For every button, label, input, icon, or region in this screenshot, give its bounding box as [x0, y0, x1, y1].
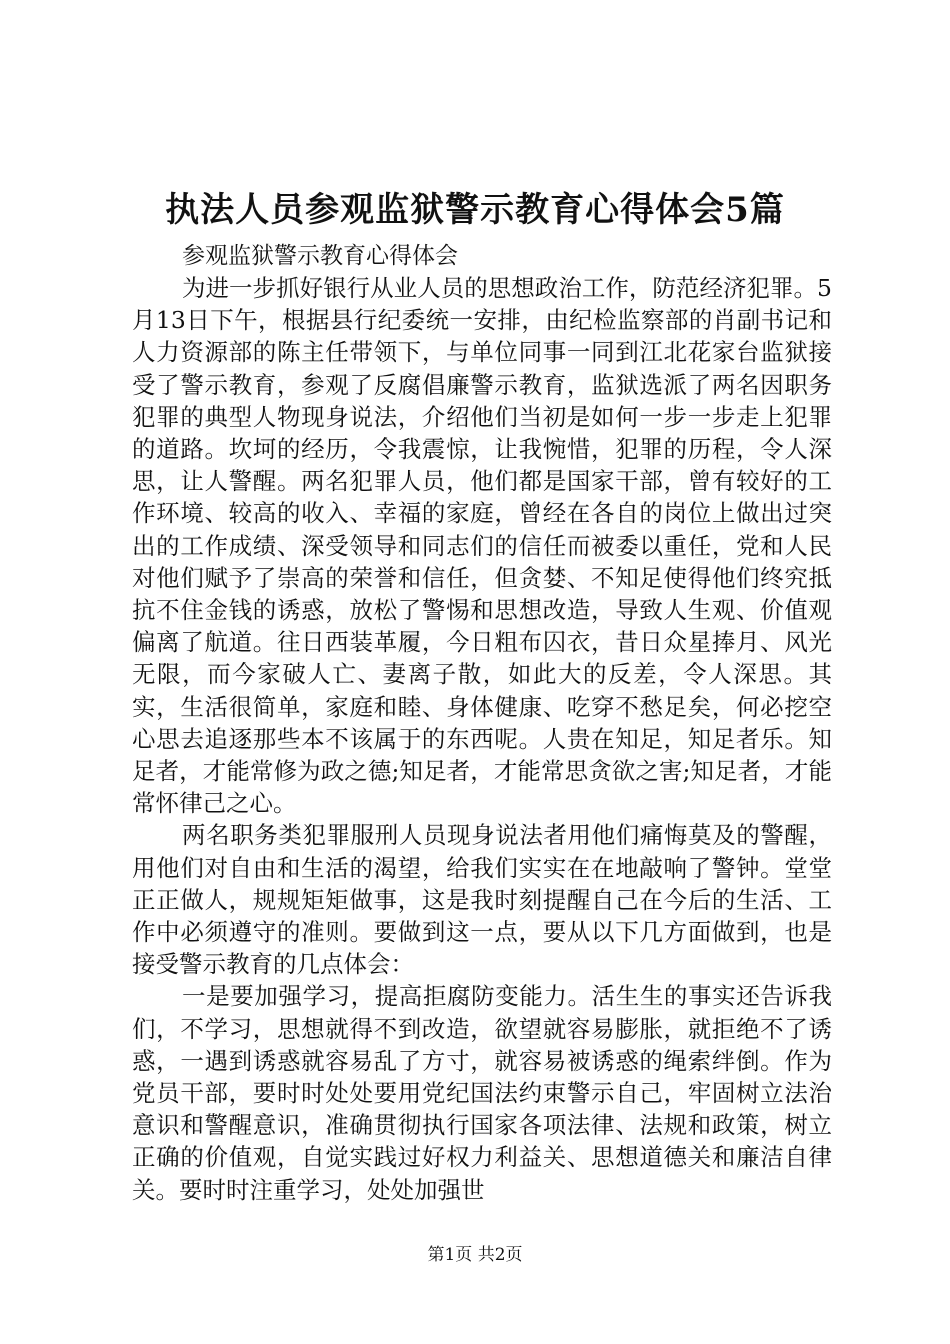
paragraph: 为进一步抓好银行从业人员的思想政治工作，防范经济犯罪。5月13日下午，根据县行纪委统一安排，由纪检监察部的肖副书记和人力资源部的陈主任带领下，与单位同事一同到江北花家台监狱接受了警示教育，参观了反腐倡廉警示教育，监狱选派了两名因职务犯罪的典型人物现身说法，介绍他们当初是如何一步一步走上犯罪的道路。坎坷的经历，令我震惊，让我惋惜，犯罪的历程，令人深思，让人警醒。两名犯罪人员，他们都是国家干部，曾有较好的工作环境、较高的收入、幸福的家庭，曾经在各自的岗位上做出过突出的工作成绩、深受领导和同志们的信任而被委以重任，党和人民对他们赋予了崇高的荣誉和信任，但贪婪、不知足使得他们终究抵抗不住金钱的诱惑，放松了警惕和思想改造，导致人生观、价值观偏离了航道。往日西装革履，今日粗布囚衣，昔日众星捧月、风光无限，而今家破人亡、妻离子散，如此大的反差，令人深思。其实，生活很简单，家庭和睦、身体健康、吃穿不愁足矣，何必挖空心思去追逐那些本不该属于的东西呢。人贵在知足，知足者乐。知足者，才能常修为政之德;知足者，才能常思贪欲之害;知足者，才能常怀律己之心。: [132, 274, 832, 818]
document-title: 执法人员参观监狱警示教育心得体会5篇: [165, 190, 785, 230]
page-footer: 第1页 共2页: [427, 1245, 523, 1265]
document-body: [132, 272, 832, 1206]
paragraph: 一是要加强学习，提高拒腐防变能力。活生生的事实还告诉我们，不学习，思想就得不到改造，欲望就容易膨胀，就拒绝不了诱惑，一遇到诱惑就容易乱了方寸，就容易被诱惑的绳索绊倒。作为党员干部，要时时处处要用党纪国法约束警示自己，牢固树立法治意识和警醒意识，准确贯彻执行国家各项法律、法规和政策，树立正确的价值观，自觉实践过好权力利益关、思想道德关和廉洁自律关。要时时注重学习，处处加强世: [132, 982, 832, 1204]
paragraph: 两名职务类犯罪服刑人员现身说法者用他们痛悔莫及的警醒，用他们对自由和生活的渴望，给我们实实在在地敲响了警钟。堂堂正正做人，规规矩矩做事，这是我时刻提醒自己在今后的生活、工作中必须遵守的准则。要做到这一点，要从以下几方面做到，也是接受警示教育的几点体会：: [132, 821, 832, 979]
document-subtitle: 参观监狱警示教育心得体会: [182, 243, 458, 269]
